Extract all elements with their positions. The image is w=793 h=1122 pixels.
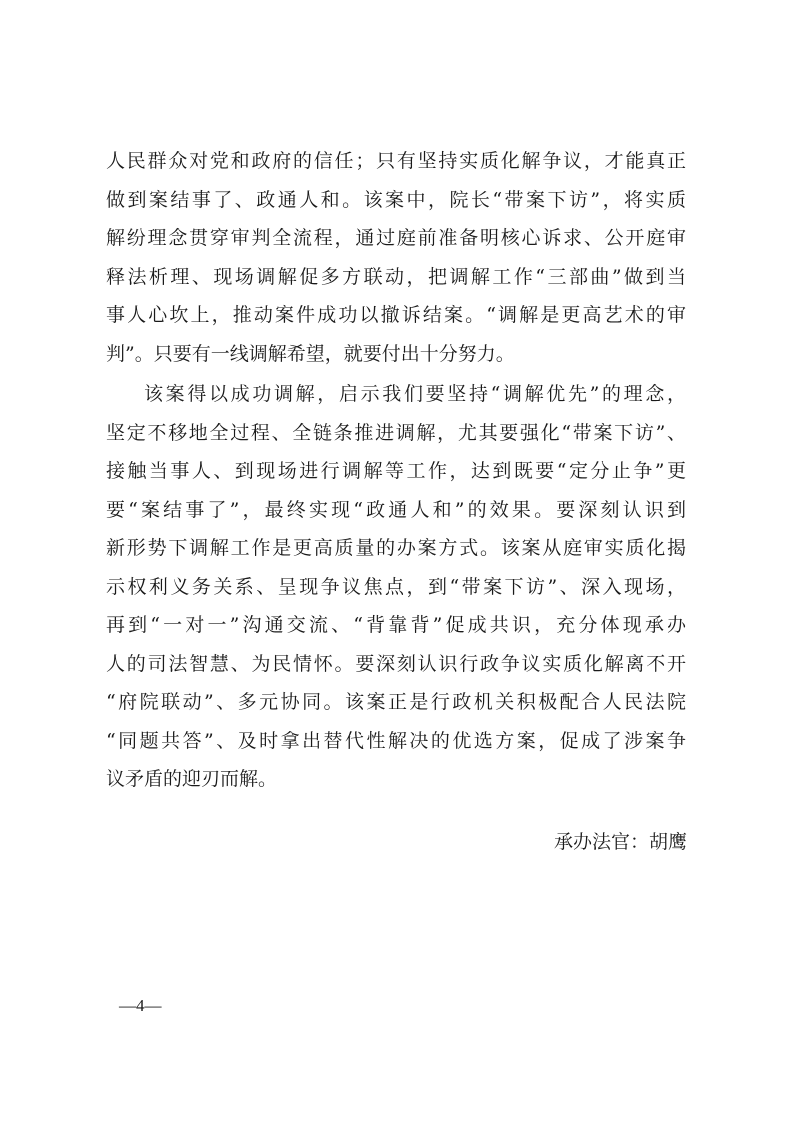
text-line: 判”。只要有一线调解希望，就要付出十分努力。	[106, 342, 515, 365]
paragraph-2	[106, 375, 686, 799]
paragraph-1	[106, 142, 686, 373]
page-number: —4—	[119, 996, 162, 1015]
text-line: 人民群众对党和政府的信任；只有坚持实质化解争议，才能真正	[106, 150, 686, 172]
text-line: 事人心坎上，推动案件成功以撤诉结案。“调解是更高艺术的审	[106, 304, 686, 326]
text-line: 坚定不移地全过程、全链条推进调解，尤其要强化“带案下访”、	[106, 421, 686, 444]
text-line: 解纷理念贯穿审判全流程，通过庭前准备明核心诉求、公开庭审	[106, 227, 686, 249]
text-line: 接触当事人、到现场进行调解等工作，达到既要“定分止争”更	[106, 460, 686, 482]
text-line: 议矛盾的迎刃而解。	[106, 768, 278, 790]
text-line: 示权利义务关系、呈现争议焦点，到“带案下访”、深入现场，	[106, 575, 686, 598]
text-line: 再到“一对一”沟通交流、“背靠背”促成共识，充分体现承办	[106, 614, 686, 636]
text-line: 做到案结事了、政通人和。该案中，院长“带案下访”，将实质	[106, 188, 686, 211]
text-line: 人的司法智慧、为民情怀。要深刻认识行政争议实质化解离不开	[106, 652, 686, 675]
text-line: “同题共答”、及时拿出替代性解决的优选方案，促成了涉案争	[106, 729, 686, 752]
body-text	[106, 142, 686, 799]
signature: 承办法官：胡鹰	[553, 831, 687, 853]
text-line: 新形势下调解工作是更高质量的办案方式。该案从庭审实质化揭	[106, 537, 686, 559]
text-line: 该案得以成功调解，启示我们要坚持“调解优先”的理念，	[144, 383, 686, 405]
text-line: 要“案结事了”，最终实现“政通人和”的效果。要深刻认识到	[106, 498, 686, 521]
text-line: 释法析理、现场调解促多方联动，把调解工作“三部曲”做到当	[106, 265, 686, 288]
text-line: “府院联动”、多元协同。该案正是行政机关积极配合人民法院	[106, 691, 686, 713]
